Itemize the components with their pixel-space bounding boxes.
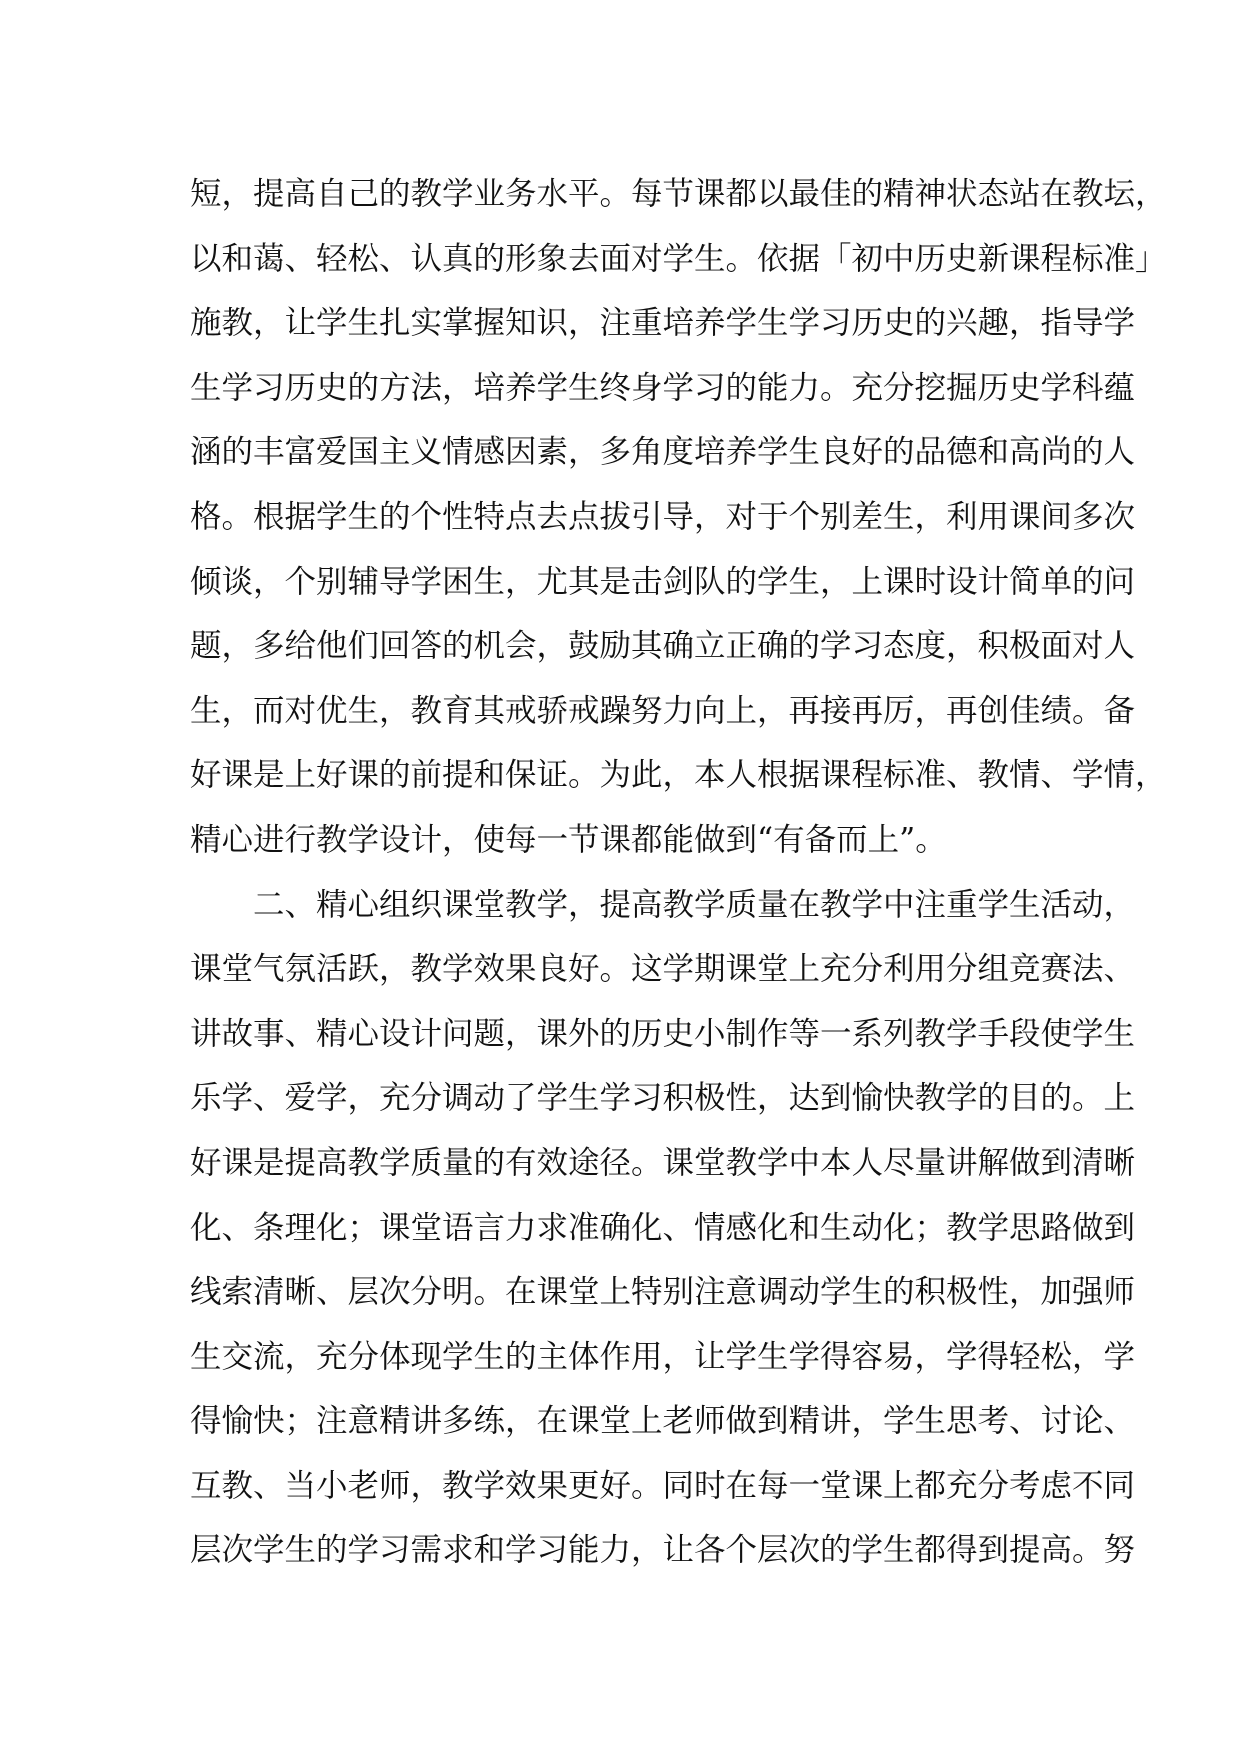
text-line: 题，多给他们回答的机会，鼓励其确立正确的学习态度，积极面对人 [190,628,1136,665]
text-line: 层次学生的学习需求和学习能力，让各个层次的学生都得到提高。努 [190,1532,1136,1569]
text-line: 生，而对优生，教育其戒骄戒躁努力向上，再接再厉，再创佳绩。备 [190,692,1136,729]
text-line: 得愉快；注意精讲多练，在课堂上老师做到精讲，学生思考、讨论、 [190,1403,1136,1440]
text-line: 倾谈，个别辅导学困生，尤其是击剑队的学生，上课时设计简单的问 [190,563,1136,600]
text-line: 短，提高自己的教学业务水平。每节课都以最佳的精神状态站在教坛， [190,176,1167,212]
text-line: 以和蔼、轻松、认真的形象去面对学生。依据「初中历史新课程标准」 [190,240,1167,277]
text-line: 生学习历史的方法，培养学生终身学习的能力。充分挖掘历史学科蕴 [190,369,1136,406]
section-heading-line: 二、精心组织课堂教学，提高教学质量在教学中注重学生活动， [253,886,1136,923]
text-line: 讲故事、精心设计问题，课外的历史小制作等一系列教学手段使学生 [190,1015,1136,1052]
text-line: 互教、当小老师，教学效果更好。同时在每一堂课上都充分考虑不同 [190,1467,1136,1504]
text-line: 涵的丰富爱国主义情感因素，多角度培养学生良好的品德和高尚的人 [190,434,1136,471]
document-body [190,162,1167,1583]
text-line: 课堂气氛活跃，教学效果良好。这学期课堂上充分利用分组竞赛法、 [190,951,1136,988]
text-line: 线索清晰、层次分明。在课堂上特别注意调动学生的积极性，加强师 [190,1274,1136,1311]
text-line: 化、条理化；课堂语言力求准确化、情感化和生动化；教学思路做到 [190,1209,1136,1246]
text-line: 生交流，充分体现学生的主体作用，让学生学得容易，学得轻松，学 [190,1338,1136,1375]
text-line: 格。根据学生的个性特点去点拔引导，对于个别差生，利用课间多次 [190,498,1136,535]
text-line: 好课是提高教学质量的有效途径。课堂教学中本人尽量讲解做到清晰 [190,1144,1136,1181]
text-line: 好课是上好课的前提和保证。为此，本人根据课程标准、教情、学情， [190,757,1167,794]
text-line: 乐学、爱学，充分调动了学生学习积极性，达到愉快教学的目的。上 [190,1080,1136,1117]
text-line: 施教，让学生扎实掌握知识，注重培养学生学习历史的兴趣，指导学 [190,305,1136,342]
text-line: 精心进行教学设计，使每一节课都能做到“有备而上”。 [190,821,947,858]
